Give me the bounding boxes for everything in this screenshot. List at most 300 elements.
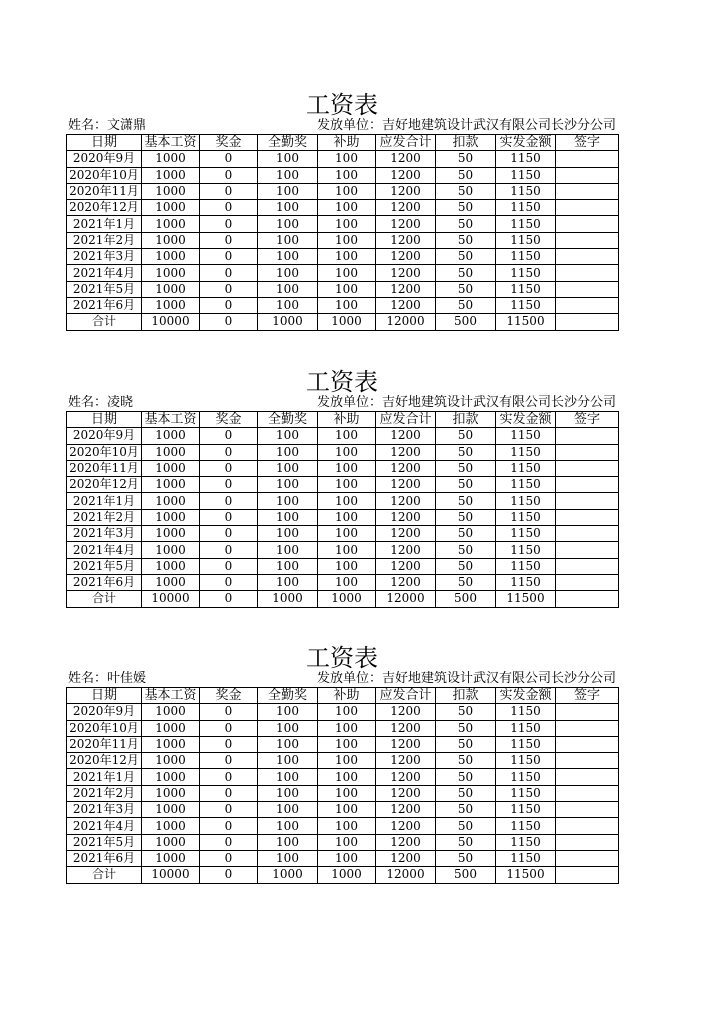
- column-header-gross-pay: 应发合计: [376, 412, 436, 428]
- cell-gross-pay: 1200: [376, 736, 436, 752]
- cell-signature: [556, 850, 619, 866]
- cell-net-pay: 1150: [496, 769, 556, 785]
- cell-bonus: 0: [200, 867, 258, 883]
- cell-date: 2021年1月: [67, 493, 142, 509]
- cell-bonus: 0: [200, 802, 258, 818]
- column-header-base-pay: 基本工资: [142, 412, 200, 428]
- cell-gross-pay: 1200: [376, 704, 436, 720]
- cell-net-pay: 1150: [496, 753, 556, 769]
- cell-net-pay: 1150: [496, 216, 556, 232]
- column-header-attendance-bonus: 全勤奖: [258, 688, 318, 704]
- cell-bonus: 0: [200, 526, 258, 542]
- column-header-net-pay: 实发金额: [496, 135, 556, 151]
- cell-attendance-bonus: 100: [258, 526, 318, 542]
- cell-net-pay: 1150: [496, 444, 556, 460]
- table-row: [67, 753, 619, 769]
- table-row: [67, 802, 619, 818]
- cell-attendance-bonus: 100: [258, 785, 318, 801]
- cell-gross-pay: 1200: [376, 281, 436, 297]
- cell-base-pay: 1000: [142, 281, 200, 297]
- cell-net-pay: 1150: [496, 704, 556, 720]
- cell-deduction: 50: [436, 493, 496, 509]
- cell-date: 合计: [67, 867, 142, 883]
- cell-gross-pay: 1200: [376, 428, 436, 444]
- cell-allowance: 1000: [318, 591, 376, 607]
- cell-deduction: 50: [436, 428, 496, 444]
- column-header-signature: 签字: [556, 688, 619, 704]
- cell-net-pay: 11500: [496, 867, 556, 883]
- cell-base-pay: 1000: [142, 736, 200, 752]
- cell-allowance: 100: [318, 493, 376, 509]
- cell-attendance-bonus: 100: [258, 720, 318, 736]
- cell-bonus: 0: [200, 542, 258, 558]
- cell-attendance-bonus: 100: [258, 753, 318, 769]
- cell-bonus: 0: [200, 444, 258, 460]
- cell-attendance-bonus: 100: [258, 834, 318, 850]
- cell-allowance: 100: [318, 542, 376, 558]
- cell-deduction: 50: [436, 167, 496, 183]
- cell-deduction: 50: [436, 232, 496, 248]
- table-header-row: [67, 688, 619, 704]
- cell-deduction: 500: [436, 314, 496, 330]
- column-header-gross-pay: 应发合计: [376, 135, 436, 151]
- cell-gross-pay: 1200: [376, 850, 436, 866]
- cell-date: 2020年10月: [67, 167, 142, 183]
- cell-allowance: 100: [318, 444, 376, 460]
- cell-bonus: 0: [200, 834, 258, 850]
- cell-base-pay: 1000: [142, 232, 200, 248]
- column-header-deduction: 扣款: [436, 688, 496, 704]
- cell-deduction: 50: [436, 265, 496, 281]
- cell-base-pay: 1000: [142, 200, 200, 216]
- cell-signature: [556, 509, 619, 525]
- table-row: [67, 769, 619, 785]
- cell-allowance: 100: [318, 753, 376, 769]
- cell-gross-pay: 1200: [376, 785, 436, 801]
- cell-date: 2021年2月: [67, 232, 142, 248]
- cell-net-pay: 1150: [496, 249, 556, 265]
- total-row: [67, 867, 619, 883]
- column-header-signature: 签字: [556, 412, 619, 428]
- cell-allowance: 100: [318, 769, 376, 785]
- cell-net-pay: 1150: [496, 232, 556, 248]
- column-header-attendance-bonus: 全勤奖: [258, 412, 318, 428]
- cell-net-pay: 1150: [496, 151, 556, 167]
- column-header-base-pay: 基本工资: [142, 688, 200, 704]
- table-row: [67, 736, 619, 752]
- cell-signature: [556, 460, 619, 476]
- cell-allowance: 100: [318, 574, 376, 590]
- cell-attendance-bonus: 100: [258, 167, 318, 183]
- cell-net-pay: 1150: [496, 818, 556, 834]
- cell-allowance: 100: [318, 704, 376, 720]
- table-row: [67, 249, 619, 265]
- cell-allowance: 100: [318, 151, 376, 167]
- table-row: [67, 428, 619, 444]
- table-row: [67, 542, 619, 558]
- cell-bonus: 0: [200, 167, 258, 183]
- column-header-deduction: 扣款: [436, 135, 496, 151]
- cell-signature: [556, 526, 619, 542]
- cell-deduction: 50: [436, 444, 496, 460]
- cell-base-pay: 1000: [142, 167, 200, 183]
- cell-deduction: 50: [436, 216, 496, 232]
- cell-base-pay: 1000: [142, 526, 200, 542]
- employee-name: 姓名：凌晓: [68, 395, 134, 410]
- column-header-allowance: 补助: [318, 688, 376, 704]
- cell-base-pay: 1000: [142, 802, 200, 818]
- cell-bonus: 0: [200, 151, 258, 167]
- cell-gross-pay: 1200: [376, 542, 436, 558]
- cell-bonus: 0: [200, 216, 258, 232]
- cell-gross-pay: 1200: [376, 526, 436, 542]
- cell-gross-pay: 1200: [376, 477, 436, 493]
- cell-base-pay: 1000: [142, 574, 200, 590]
- cell-gross-pay: 1200: [376, 249, 436, 265]
- cell-signature: [556, 265, 619, 281]
- cell-net-pay: 1150: [496, 167, 556, 183]
- cell-deduction: 50: [436, 753, 496, 769]
- cell-bonus: 0: [200, 753, 258, 769]
- sheet-title: 工资表: [306, 644, 378, 672]
- cell-date: 2021年4月: [67, 818, 142, 834]
- cell-attendance-bonus: 100: [258, 558, 318, 574]
- cell-attendance-bonus: 100: [258, 460, 318, 476]
- cell-deduction: 50: [436, 183, 496, 199]
- cell-date: 2020年11月: [67, 460, 142, 476]
- cell-allowance: 100: [318, 216, 376, 232]
- cell-signature: [556, 785, 619, 801]
- table-row: [67, 281, 619, 297]
- cell-gross-pay: 1200: [376, 574, 436, 590]
- cell-deduction: 50: [436, 509, 496, 525]
- cell-date: 2021年4月: [67, 542, 142, 558]
- cell-signature: [556, 818, 619, 834]
- cell-bonus: 0: [200, 850, 258, 866]
- cell-bonus: 0: [200, 460, 258, 476]
- cell-attendance-bonus: 100: [258, 249, 318, 265]
- cell-attendance-bonus: 100: [258, 477, 318, 493]
- cell-bonus: 0: [200, 591, 258, 607]
- total-row: [67, 314, 619, 330]
- issuing-company: 发放单位：吉好地建筑设计武汉有限公司长沙分公司: [316, 395, 616, 410]
- cell-date: 2021年3月: [67, 249, 142, 265]
- table-row: [67, 232, 619, 248]
- cell-net-pay: 1150: [496, 493, 556, 509]
- cell-deduction: 50: [436, 785, 496, 801]
- cell-attendance-bonus: 100: [258, 281, 318, 297]
- cell-bonus: 0: [200, 720, 258, 736]
- cell-date: 2020年10月: [67, 444, 142, 460]
- cell-date: 2021年6月: [67, 574, 142, 590]
- cell-date: 2021年5月: [67, 281, 142, 297]
- cell-net-pay: 1150: [496, 850, 556, 866]
- sheet-title: 工资表: [306, 91, 378, 119]
- cell-deduction: 50: [436, 526, 496, 542]
- cell-deduction: 50: [436, 769, 496, 785]
- cell-net-pay: 11500: [496, 314, 556, 330]
- cell-bonus: 0: [200, 314, 258, 330]
- cell-allowance: 100: [318, 558, 376, 574]
- cell-signature: [556, 314, 619, 330]
- column-header-net-pay: 实发金额: [496, 688, 556, 704]
- cell-gross-pay: 1200: [376, 558, 436, 574]
- cell-deduction: 50: [436, 720, 496, 736]
- cell-net-pay: 1150: [496, 558, 556, 574]
- cell-base-pay: 1000: [142, 558, 200, 574]
- cell-date: 合计: [67, 591, 142, 607]
- employee-name: 姓名：叶佳媛: [68, 671, 147, 686]
- cell-base-pay: 10000: [142, 867, 200, 883]
- cell-attendance-bonus: 100: [258, 850, 318, 866]
- cell-signature: [556, 493, 619, 509]
- column-header-bonus: 奖金: [200, 412, 258, 428]
- salary-table: [66, 687, 619, 884]
- column-header-deduction: 扣款: [436, 412, 496, 428]
- column-header-net-pay: 实发金额: [496, 412, 556, 428]
- cell-gross-pay: 1200: [376, 720, 436, 736]
- cell-gross-pay: 1200: [376, 200, 436, 216]
- table-row: [67, 216, 619, 232]
- salary-table: [66, 411, 619, 608]
- employee-name: 姓名：文潇鼎: [68, 118, 147, 133]
- cell-allowance: 1000: [318, 867, 376, 883]
- cell-bonus: 0: [200, 265, 258, 281]
- issuing-company: 发放单位：吉好地建筑设计武汉有限公司长沙分公司: [316, 671, 616, 686]
- cell-bonus: 0: [200, 769, 258, 785]
- table-row: [67, 460, 619, 476]
- cell-attendance-bonus: 100: [258, 818, 318, 834]
- cell-net-pay: 1150: [496, 834, 556, 850]
- table-row: [67, 509, 619, 525]
- cell-attendance-bonus: 100: [258, 736, 318, 752]
- cell-base-pay: 1000: [142, 216, 200, 232]
- cell-attendance-bonus: 100: [258, 574, 318, 590]
- table-header-row: [67, 135, 619, 151]
- table-row: [67, 167, 619, 183]
- cell-net-pay: 1150: [496, 720, 556, 736]
- cell-date: 2021年5月: [67, 558, 142, 574]
- cell-gross-pay: 1200: [376, 753, 436, 769]
- cell-bonus: 0: [200, 232, 258, 248]
- cell-gross-pay: 1200: [376, 183, 436, 199]
- cell-attendance-bonus: 100: [258, 297, 318, 313]
- cell-deduction: 50: [436, 297, 496, 313]
- cell-deduction: 50: [436, 281, 496, 297]
- cell-date: 2021年6月: [67, 850, 142, 866]
- table-row: [67, 265, 619, 281]
- cell-date: 2020年11月: [67, 736, 142, 752]
- cell-allowance: 1000: [318, 314, 376, 330]
- cell-gross-pay: 1200: [376, 769, 436, 785]
- cell-allowance: 100: [318, 477, 376, 493]
- cell-signature: [556, 232, 619, 248]
- cell-date: 合计: [67, 314, 142, 330]
- cell-base-pay: 1000: [142, 704, 200, 720]
- total-row: [67, 591, 619, 607]
- cell-signature: [556, 542, 619, 558]
- cell-gross-pay: 12000: [376, 591, 436, 607]
- table-row: [67, 704, 619, 720]
- cell-bonus: 0: [200, 297, 258, 313]
- cell-deduction: 50: [436, 802, 496, 818]
- table-row: [67, 477, 619, 493]
- cell-net-pay: 1150: [496, 785, 556, 801]
- cell-date: 2020年12月: [67, 753, 142, 769]
- cell-gross-pay: 1200: [376, 444, 436, 460]
- cell-gross-pay: 12000: [376, 867, 436, 883]
- cell-attendance-bonus: 1000: [258, 314, 318, 330]
- cell-allowance: 100: [318, 802, 376, 818]
- cell-gross-pay: 1200: [376, 493, 436, 509]
- cell-bonus: 0: [200, 493, 258, 509]
- cell-allowance: 100: [318, 297, 376, 313]
- cell-net-pay: 1150: [496, 460, 556, 476]
- cell-gross-pay: 12000: [376, 314, 436, 330]
- cell-deduction: 50: [436, 558, 496, 574]
- cell-gross-pay: 1200: [376, 265, 436, 281]
- cell-signature: [556, 834, 619, 850]
- cell-signature: [556, 736, 619, 752]
- cell-allowance: 100: [318, 850, 376, 866]
- cell-allowance: 100: [318, 736, 376, 752]
- cell-signature: [556, 558, 619, 574]
- cell-attendance-bonus: 100: [258, 265, 318, 281]
- cell-base-pay: 1000: [142, 428, 200, 444]
- cell-gross-pay: 1200: [376, 216, 436, 232]
- cell-base-pay: 1000: [142, 850, 200, 866]
- cell-attendance-bonus: 100: [258, 704, 318, 720]
- cell-signature: [556, 151, 619, 167]
- cell-allowance: 100: [318, 428, 376, 444]
- cell-net-pay: 1150: [496, 736, 556, 752]
- cell-gross-pay: 1200: [376, 151, 436, 167]
- cell-date: 2021年5月: [67, 834, 142, 850]
- table-row: [67, 526, 619, 542]
- table-row: [67, 444, 619, 460]
- cell-signature: [556, 249, 619, 265]
- cell-deduction: 50: [436, 249, 496, 265]
- cell-signature: [556, 753, 619, 769]
- cell-attendance-bonus: 100: [258, 542, 318, 558]
- cell-date: 2020年9月: [67, 428, 142, 444]
- cell-signature: [556, 200, 619, 216]
- cell-date: 2020年12月: [67, 200, 142, 216]
- cell-attendance-bonus: 100: [258, 802, 318, 818]
- cell-base-pay: 1000: [142, 769, 200, 785]
- cell-allowance: 100: [318, 249, 376, 265]
- cell-gross-pay: 1200: [376, 167, 436, 183]
- sheet-info-row: [66, 671, 618, 687]
- cell-signature: [556, 720, 619, 736]
- cell-base-pay: 1000: [142, 460, 200, 476]
- cell-gross-pay: 1200: [376, 460, 436, 476]
- cell-allowance: 100: [318, 460, 376, 476]
- cell-allowance: 100: [318, 232, 376, 248]
- cell-bonus: 0: [200, 818, 258, 834]
- cell-allowance: 100: [318, 265, 376, 281]
- cell-gross-pay: 1200: [376, 802, 436, 818]
- cell-signature: [556, 591, 619, 607]
- cell-signature: [556, 477, 619, 493]
- cell-signature: [556, 216, 619, 232]
- cell-signature: [556, 867, 619, 883]
- cell-net-pay: 1150: [496, 574, 556, 590]
- cell-net-pay: 1150: [496, 542, 556, 558]
- sheet-title: 工资表: [306, 368, 378, 396]
- cell-bonus: 0: [200, 574, 258, 590]
- cell-base-pay: 1000: [142, 785, 200, 801]
- cell-signature: [556, 183, 619, 199]
- cell-bonus: 0: [200, 558, 258, 574]
- cell-date: 2021年1月: [67, 769, 142, 785]
- cell-deduction: 50: [436, 574, 496, 590]
- table-row: [67, 574, 619, 590]
- cell-date: 2021年4月: [67, 265, 142, 281]
- cell-gross-pay: 1200: [376, 232, 436, 248]
- cell-allowance: 100: [318, 183, 376, 199]
- cell-base-pay: 1000: [142, 509, 200, 525]
- cell-bonus: 0: [200, 704, 258, 720]
- cell-deduction: 50: [436, 477, 496, 493]
- cell-net-pay: 1150: [496, 265, 556, 281]
- cell-signature: [556, 297, 619, 313]
- column-header-gross-pay: 应发合计: [376, 688, 436, 704]
- cell-bonus: 0: [200, 736, 258, 752]
- cell-base-pay: 1000: [142, 818, 200, 834]
- table-row: [67, 818, 619, 834]
- column-header-base-pay: 基本工资: [142, 135, 200, 151]
- table-row: [67, 493, 619, 509]
- cell-base-pay: 1000: [142, 542, 200, 558]
- cell-net-pay: 1150: [496, 281, 556, 297]
- cell-net-pay: 1150: [496, 509, 556, 525]
- cell-date: 2020年9月: [67, 151, 142, 167]
- cell-bonus: 0: [200, 183, 258, 199]
- cell-bonus: 0: [200, 281, 258, 297]
- column-header-signature: 签字: [556, 135, 619, 151]
- issuing-company: 发放单位：吉好地建筑设计武汉有限公司长沙分公司: [316, 118, 616, 133]
- table-row: [67, 200, 619, 216]
- cell-allowance: 100: [318, 720, 376, 736]
- cell-date: 2021年1月: [67, 216, 142, 232]
- cell-allowance: 100: [318, 509, 376, 525]
- cell-deduction: 500: [436, 591, 496, 607]
- cell-signature: [556, 167, 619, 183]
- column-header-allowance: 补助: [318, 412, 376, 428]
- cell-attendance-bonus: 1000: [258, 867, 318, 883]
- table-row: [67, 183, 619, 199]
- cell-attendance-bonus: 100: [258, 216, 318, 232]
- cell-net-pay: 1150: [496, 428, 556, 444]
- cell-attendance-bonus: 100: [258, 232, 318, 248]
- cell-bonus: 0: [200, 200, 258, 216]
- cell-signature: [556, 574, 619, 590]
- cell-gross-pay: 1200: [376, 297, 436, 313]
- cell-attendance-bonus: 100: [258, 509, 318, 525]
- cell-attendance-bonus: 100: [258, 428, 318, 444]
- column-header-bonus: 奖金: [200, 688, 258, 704]
- cell-allowance: 100: [318, 818, 376, 834]
- cell-gross-pay: 1200: [376, 509, 436, 525]
- cell-allowance: 100: [318, 785, 376, 801]
- column-header-bonus: 奖金: [200, 135, 258, 151]
- cell-deduction: 50: [436, 704, 496, 720]
- salary-table: [66, 134, 619, 331]
- cell-signature: [556, 704, 619, 720]
- cell-date: 2020年12月: [67, 477, 142, 493]
- cell-base-pay: 1000: [142, 753, 200, 769]
